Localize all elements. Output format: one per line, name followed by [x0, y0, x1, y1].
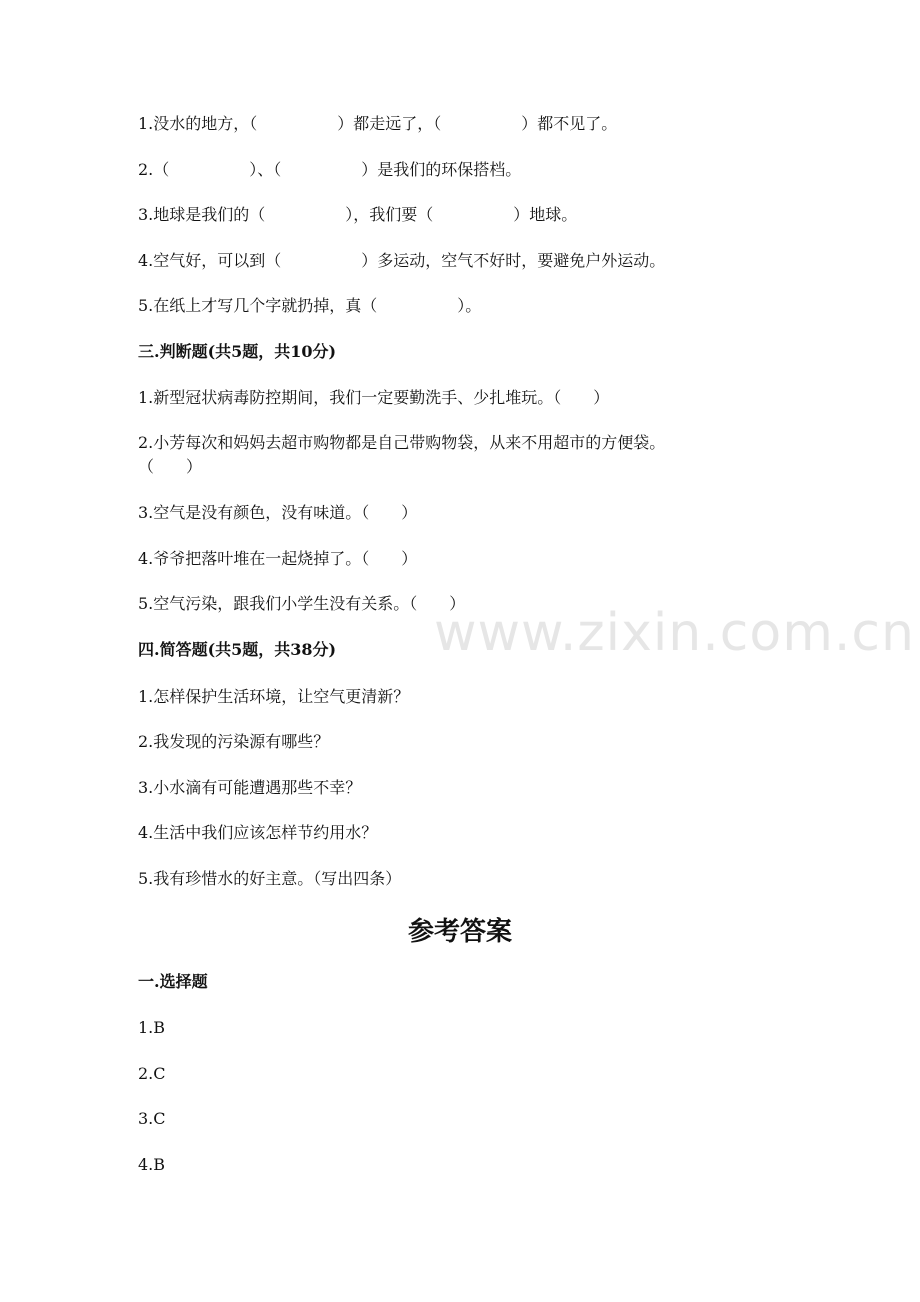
judge-question-1 — [138, 388, 609, 408]
question-text: （ ）、（ ）是我们的环保搭档。 — [153, 160, 522, 179]
question-number: 2. — [138, 433, 154, 452]
question-number: 4. — [138, 823, 154, 842]
answers-section-heading: 一.选择题 — [138, 972, 208, 991]
question-text: 爷爷把落叶堆在一起烧掉了。（ ） — [153, 549, 418, 568]
question-text: 新型冠状病毒防控期间，我们一定要勤洗手、少扎堆玩。（ ） — [153, 388, 610, 407]
question-number: 2. — [138, 732, 154, 751]
judge-question-4 — [138, 549, 417, 569]
answer-number: 3. — [138, 1109, 154, 1128]
question-number: 1. — [138, 687, 154, 706]
question-text: 小芳每次和妈妈去超市购物都是自己带购物袋，从来不用超市的方便袋。 — [153, 433, 666, 452]
fill-question-2 — [138, 160, 521, 180]
question-text: 我有珍惜水的好主意。（写出四条） — [153, 869, 402, 888]
answer-number: 2. — [138, 1064, 154, 1083]
question-text: 生活中我们应该怎样节约用水？ — [153, 823, 378, 842]
question-text: 空气是没有颜色，没有味道。（ ） — [153, 503, 418, 522]
judge-question-3 — [138, 503, 417, 523]
question-text: 没水的地方，（ ）都走远了，（ ）都不见了。 — [153, 114, 618, 133]
question-number: 3. — [138, 778, 154, 797]
question-number: 5. — [138, 296, 154, 315]
question-text: 空气污染，跟我们小学生没有关系。（ ） — [153, 594, 466, 613]
answer-text: C — [153, 1064, 166, 1083]
question-text: 我发现的污染源有哪些？ — [153, 732, 330, 751]
question-number: 4. — [138, 549, 154, 568]
judge-question-5 — [138, 594, 465, 614]
answer-text: B — [153, 1155, 166, 1174]
question-text: 在纸上才写几个字就扔掉，真（ ）。 — [153, 296, 482, 315]
answers-title: 参考答案 — [407, 917, 512, 947]
question-number: 4. — [138, 251, 154, 270]
question-number: 5. — [138, 594, 154, 613]
question-number: 1. — [138, 114, 154, 133]
short-question-5 — [138, 869, 401, 889]
answer-item-1 — [138, 1018, 165, 1038]
answer-item-2 — [138, 1064, 166, 1084]
short-question-4 — [138, 823, 377, 843]
answer-item-4 — [138, 1155, 165, 1175]
section-heading-short-answer: 四.简答题(共5题，共38分) — [138, 640, 337, 659]
section-heading-judge: 三.判断题(共5题，共10分) — [138, 342, 337, 361]
fill-question-3 — [138, 205, 577, 225]
fill-question-5 — [138, 296, 481, 316]
short-question-1 — [138, 687, 409, 707]
answer-text: C — [153, 1109, 166, 1128]
answer-number: 4. — [138, 1155, 154, 1174]
judge-question-2 — [138, 433, 665, 453]
question-text: 空气好，可以到（ ）多运动，空气不好时，要避免户外运动。 — [153, 251, 666, 270]
question-text: 地球是我们的（ ），我们要（ ）地球。 — [153, 205, 578, 224]
short-question-3 — [138, 778, 361, 798]
fill-question-4 — [138, 251, 665, 271]
judge-question-2-bracket: （ ） — [138, 457, 203, 476]
question-number: 1. — [138, 388, 154, 407]
question-number: 5. — [138, 869, 154, 888]
question-text: 怎样保护生活环境，让空气更清新？ — [153, 687, 410, 706]
question-number: 3. — [138, 503, 154, 522]
question-text: 小水滴有可能遭遇那些不幸？ — [153, 778, 362, 797]
question-number: 2. — [138, 160, 154, 179]
watermark: www.zixin.com.cn — [434, 603, 915, 663]
short-question-2 — [138, 732, 329, 752]
fill-question-1 — [138, 114, 617, 134]
answer-item-3 — [138, 1109, 166, 1129]
answer-number: 1. — [138, 1018, 154, 1037]
question-number: 3. — [138, 205, 154, 224]
answer-text: B — [153, 1018, 166, 1037]
